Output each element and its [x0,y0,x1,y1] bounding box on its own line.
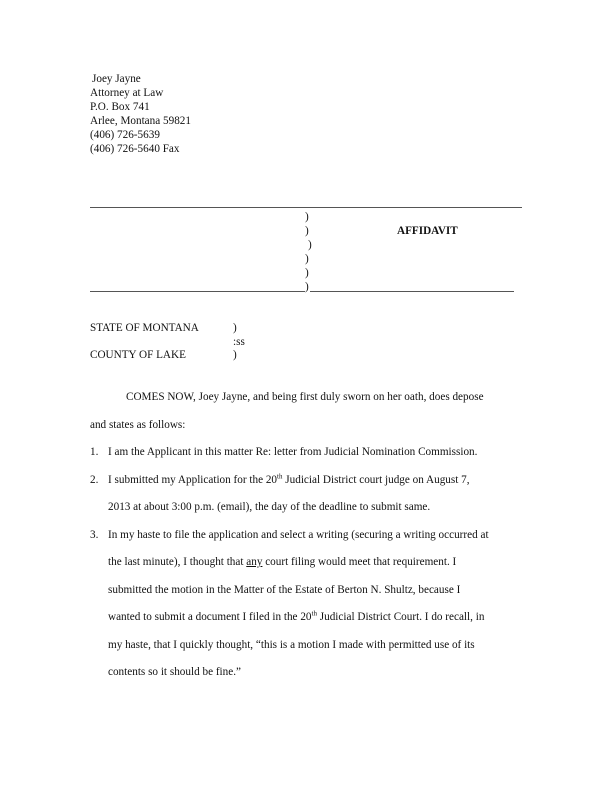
intro-line-2: and states as follows: [90,419,186,431]
caption-paren: ) [305,253,309,265]
po-box: P.O. Box 741 [90,101,150,113]
attorney-name: Joey Jayne [92,73,141,85]
phone: (406) 726-5639 [90,129,160,141]
item-number: 2. [90,474,99,486]
item-number: 3. [90,529,99,541]
venue-county: COUNTY OF LAKE [90,349,186,361]
caption-bottom-rule-left [90,291,305,292]
item-text: wanted to submit a document I filed in the 20th Judicial District Court. I do recall, in [108,609,485,623]
fax: (406) 726-5640 Fax [90,143,180,155]
item-text: submitted the motion in the Matter of the Estate of Berton N. Shultz, because I [108,584,461,596]
city-state-zip: Arlee, Montana 59821 [90,115,191,127]
intro-line-1: COMES NOW, Joey Jayne, and being first duly sworn on her oath, does depose [126,391,484,403]
item-text: 2013 at about 3:00 p.m. (email), the day of the deadline to submit same. [108,501,431,513]
caption-top-rule [90,207,522,208]
item-text: In my haste to file the application and select a writing (securing a writing occurred at [108,529,489,541]
venue-state: STATE OF MONTANA [90,322,199,334]
caption-paren: ) [305,225,309,237]
item-text: I am the Applicant in this matter Re: letter from Judicial Nomination Commission. [108,446,478,458]
venue-paren: ) [233,322,237,334]
item-number: 1. [90,446,99,458]
caption-paren: ) [305,211,309,223]
item-text: I submitted my Application for the 20th Judicial District court judge on August 7, [108,472,470,486]
caption-paren: ) [308,239,312,251]
item-text: my haste, that I quickly thought, “this is a motion I made with permitted use of its [108,639,475,651]
caption-paren: ) [305,267,309,279]
caption-bottom-rule-right [310,291,514,292]
attorney-title: Attorney at Law [90,87,164,99]
document-title: AFFIDAVIT [397,225,458,237]
venue-ss: :ss [233,336,245,348]
item-text: contents so it should be fine.” [108,666,241,678]
venue-paren: ) [233,349,237,361]
caption-paren: ) [305,281,309,293]
item-text: the last minute), I thought that any court filing would meet that requirement. I [108,556,457,568]
